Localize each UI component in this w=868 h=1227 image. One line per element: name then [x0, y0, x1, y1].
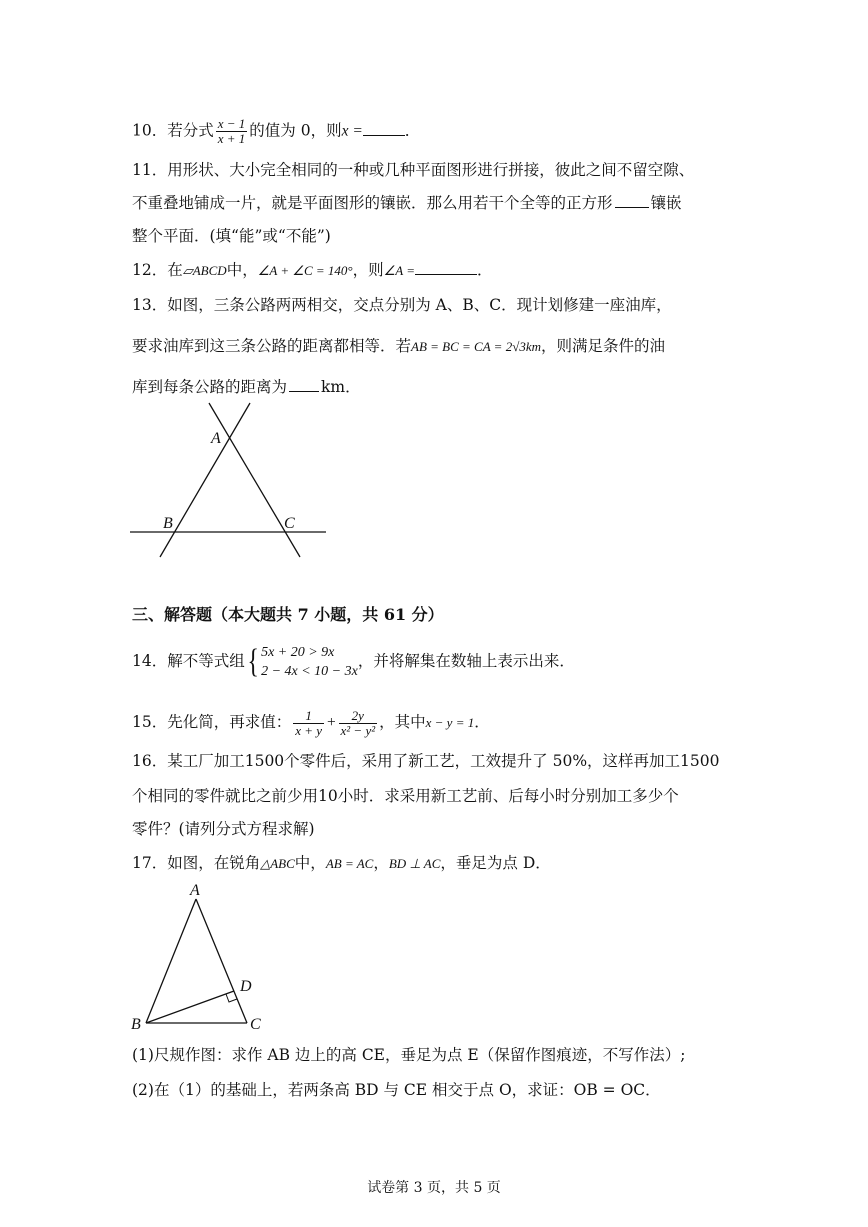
q15-prefix: 15．先化简，再求值： [132, 713, 292, 731]
side-ab [146, 899, 196, 1023]
q16-line1: 16．某工厂加工1500个零件后，采用了新工艺，工效提升了 50%，这样再加工1500 [132, 752, 720, 770]
q15-plus: + [326, 714, 337, 731]
q17-sep: ， [373, 854, 389, 872]
q13-line3a: 库到每条公路的距离为 [132, 378, 288, 396]
q10-var: x = [341, 122, 363, 140]
q17-expr-2: BD ⊥ AC [388, 856, 441, 871]
page-footer: 试卷第 3 页，共 5 页 [367, 1180, 501, 1196]
label-c: C [250, 1016, 261, 1033]
label-c: C [284, 515, 295, 532]
altitude-bd [146, 991, 234, 1023]
q13-line2b: ，则满足条件的油 [541, 337, 666, 355]
q17-part1: (1)尺规作图：求作 AB 边上的高 CE，垂足为点 E（保留作图痕迹，不写作法）; [132, 1046, 686, 1064]
label-b: B [131, 1016, 141, 1033]
q11-line1: 11．用形状、大小完全相同的一种或几种平面图形进行拼接，彼此之间不留空隙、 [132, 161, 695, 179]
q17-triangle: △ABC [260, 856, 295, 871]
q13-line3b: km． [321, 378, 361, 396]
q12-parallelogram: ▱ABCD [182, 263, 227, 278]
q12-ask: ∠A = [383, 263, 416, 278]
q11-line2-text: 不重叠地铺成一片，就是平面图形的镶嵌．那么用若干个全等的正方形 [132, 194, 613, 212]
q10-prefix: 10．若分式 [132, 121, 214, 140]
q13-line1: 13．如图，三条公路两两相交，交点分别为 A、B、C．现计划修建一座油库， [132, 296, 672, 314]
q17-part2: (2)在（1）的基础上，若两条高 BD 与 CE 相交于点 O，求证：OB = OC． [132, 1081, 661, 1099]
q10-frac-num: x − 1 [217, 116, 246, 131]
q13-line2a: 要求油库到这三条公路的距离都相等．若 [132, 337, 412, 355]
section-heading: 三、解答题（本大题共 7 小题，共 61 分） [132, 605, 444, 624]
q13-expr: AB = BC = CA = 2√3km [411, 339, 541, 354]
q17-mid: 中， [294, 854, 326, 872]
label-d: D [240, 978, 252, 995]
inequality-1: 5x + 20 > 9x [261, 645, 335, 660]
q11-line3: 整个平面．(填“能”或“不能”) [132, 227, 331, 245]
q17-prefix: 17．如图，在锐角 [132, 854, 261, 872]
q15-f1-den: x + y [295, 722, 323, 738]
q15-f2-den: x² − y² [340, 722, 376, 738]
label-a: A [190, 882, 200, 899]
q16-line3: 零件？(请列分式方程求解) [132, 820, 315, 838]
side-ac [196, 899, 247, 1023]
label-b: B [163, 515, 173, 532]
q17-expr-1: AB = AC [325, 856, 374, 871]
q16-line2: 个相同的零件就比之前少用10小时．求采用新工艺前、后每小时分别加工多少个 [132, 787, 679, 805]
q12-mid2: ，则 [352, 261, 384, 279]
q12-mid: 中， [226, 261, 258, 279]
q15-end: ． [474, 713, 490, 731]
q10-frac-den: x + 1 [217, 131, 246, 146]
q15-f2-num: 2y [339, 709, 378, 724]
q15-f1-num: 1 [293, 709, 324, 724]
q11-line2-end: 镶嵌 [650, 194, 682, 212]
inequality-2: 2 − 4x < 10 − 3x [261, 664, 358, 679]
q14-suffix: ，并将解集在数轴上表示出来． [357, 652, 575, 670]
q14-prefix: 14．解不等式组 [132, 652, 245, 670]
q15-mid: ，其中 [379, 713, 426, 731]
q12-prefix: 12．在 [132, 261, 183, 279]
q10-mid: 的值为 0，则 [249, 121, 342, 140]
label-a: A [211, 430, 221, 447]
q17-suffix: ，垂足为点 D． [440, 854, 551, 872]
brace-icon: { [247, 643, 259, 680]
q15-condition: x − y = 1 [425, 715, 475, 730]
q12-end: ． [477, 261, 493, 279]
q12-expr: ∠A + ∠C = 140° [257, 263, 353, 278]
q10-end: ． [404, 121, 421, 140]
